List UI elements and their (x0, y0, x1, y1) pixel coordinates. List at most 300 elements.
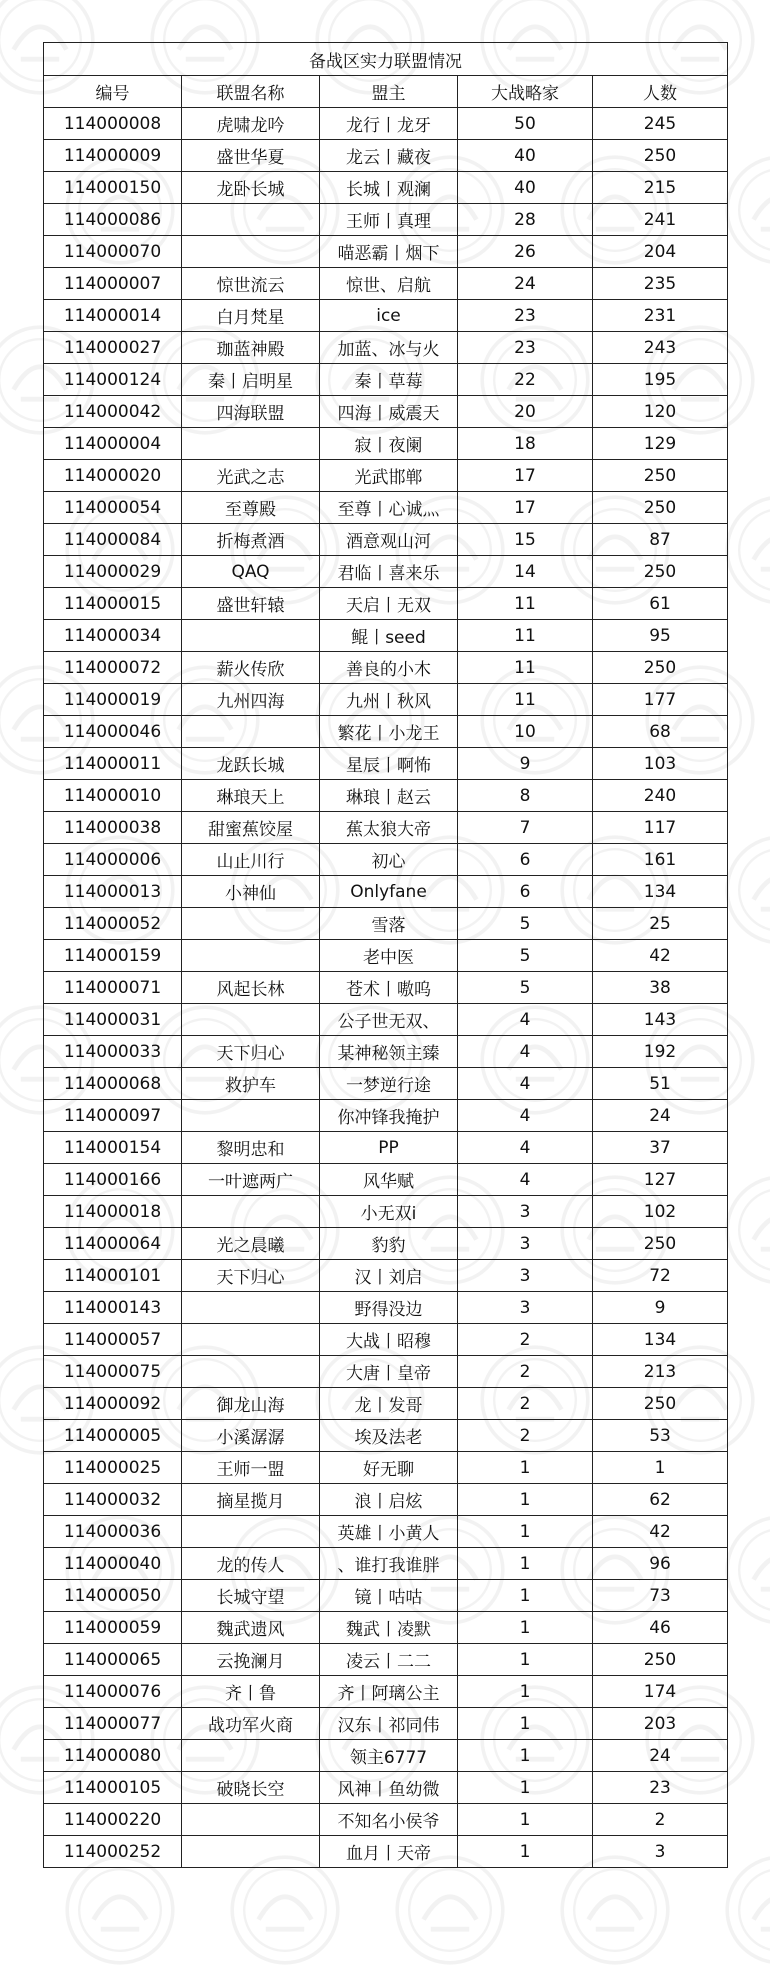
cell-leader: 齐丨阿璃公主 (320, 1676, 458, 1708)
cell-leader: 秦丨草莓 (320, 364, 458, 396)
table-row (44, 236, 728, 268)
cell-id: 114000029 (44, 556, 182, 588)
cell-id: 114000034 (44, 620, 182, 652)
cell-member-count: 235 (593, 268, 728, 300)
cell-leader: 、谁打我谁胖 (320, 1548, 458, 1580)
cell-leader: 浪丨启炫 (320, 1484, 458, 1516)
table-row (44, 780, 728, 812)
table-row (44, 332, 728, 364)
cell-strategists: 22 (458, 364, 593, 396)
table-row (44, 1516, 728, 1548)
cell-id: 114000052 (44, 908, 182, 940)
cell-strategists: 5 (458, 972, 593, 1004)
cell-leader: 长城丨观澜 (320, 172, 458, 204)
cell-id: 114000033 (44, 1036, 182, 1068)
cell-member-count: 127 (593, 1164, 728, 1196)
table-row (44, 524, 728, 556)
cell-member-count: 73 (593, 1580, 728, 1612)
cell-leader: 英雄丨小黄人 (320, 1516, 458, 1548)
cell-id: 114000038 (44, 812, 182, 844)
cell-strategists: 1 (458, 1772, 593, 1804)
table-row (44, 1484, 728, 1516)
cell-strategists: 2 (458, 1324, 593, 1356)
cell-alliance-name: 风起长林 (182, 972, 320, 1004)
table-row (44, 1452, 728, 1484)
cell-strategists: 11 (458, 588, 593, 620)
cell-member-count: 231 (593, 300, 728, 332)
cell-member-count: 245 (593, 108, 728, 140)
cell-leader: 领主6777 (320, 1740, 458, 1772)
cell-id: 114000105 (44, 1772, 182, 1804)
table-row (44, 1644, 728, 1676)
cell-id: 114000150 (44, 172, 182, 204)
cell-id: 114000004 (44, 428, 182, 460)
cell-member-count: 9 (593, 1292, 728, 1324)
cell-leader: 喵恶霸丨烟下 (320, 236, 458, 268)
cell-leader: 加蓝、冰与火 (320, 332, 458, 364)
cell-strategists: 18 (458, 428, 593, 460)
cell-id: 114000124 (44, 364, 182, 396)
cell-id: 114000068 (44, 1068, 182, 1100)
table-row (44, 1612, 728, 1644)
cell-strategists: 14 (458, 556, 593, 588)
cell-id: 114000076 (44, 1676, 182, 1708)
table-row (44, 876, 728, 908)
cell-strategists: 5 (458, 908, 593, 940)
cell-member-count: 250 (593, 492, 728, 524)
cell-leader: 镜丨咕咕 (320, 1580, 458, 1612)
header-row (44, 76, 728, 108)
cell-id: 114000050 (44, 1580, 182, 1612)
cell-leader: 不知名小侯爷 (320, 1804, 458, 1836)
table-row (44, 716, 728, 748)
cell-alliance-name: 长城守望 (182, 1580, 320, 1612)
cell-id: 114000220 (44, 1804, 182, 1836)
cell-alliance-name (182, 1292, 320, 1324)
cell-id: 114000011 (44, 748, 182, 780)
cell-member-count: 72 (593, 1260, 728, 1292)
cell-alliance-name: 珈蓝神殿 (182, 332, 320, 364)
cell-id: 114000013 (44, 876, 182, 908)
cell-id: 114000020 (44, 460, 182, 492)
cell-strategists: 40 (458, 140, 593, 172)
cell-leader: 至尊丨心诚灬 (320, 492, 458, 524)
table-title: 备战区实力联盟情况 (44, 43, 728, 76)
table-row (44, 620, 728, 652)
cell-alliance-name: 救护车 (182, 1068, 320, 1100)
cell-leader: 魏武丨凌默 (320, 1612, 458, 1644)
table-row (44, 1228, 728, 1260)
cell-strategists: 1 (458, 1804, 593, 1836)
cell-leader: 君临丨喜来乐 (320, 556, 458, 588)
cell-alliance-name: 小神仙 (182, 876, 320, 908)
cell-leader: 繁花丨小龙王 (320, 716, 458, 748)
cell-strategists: 2 (458, 1388, 593, 1420)
cell-leader: 龙云丨藏夜 (320, 140, 458, 172)
cell-strategists: 11 (458, 620, 593, 652)
cell-id: 114000009 (44, 140, 182, 172)
cell-strategists: 2 (458, 1356, 593, 1388)
cell-leader: 公子世无双、 (320, 1004, 458, 1036)
cell-id: 114000166 (44, 1164, 182, 1196)
cell-id: 114000007 (44, 268, 182, 300)
cell-leader: 星辰丨啊怖 (320, 748, 458, 780)
cell-alliance-name: 摘星揽月 (182, 1484, 320, 1516)
cell-id: 114000042 (44, 396, 182, 428)
cell-id: 114000008 (44, 108, 182, 140)
cell-strategists: 8 (458, 780, 593, 812)
cell-member-count: 25 (593, 908, 728, 940)
cell-leader: 一梦逆行途 (320, 1068, 458, 1100)
table-row (44, 812, 728, 844)
cell-alliance-name: 战功军火商 (182, 1708, 320, 1740)
cell-leader: 九州丨秋风 (320, 684, 458, 716)
cell-leader: ice (320, 300, 458, 332)
cell-leader: 天启丨无双 (320, 588, 458, 620)
cell-strategists: 50 (458, 108, 593, 140)
table-row (44, 1740, 728, 1772)
cell-strategists: 11 (458, 684, 593, 716)
cell-alliance-name (182, 1516, 320, 1548)
cell-leader: 野得没边 (320, 1292, 458, 1324)
cell-id: 114000018 (44, 1196, 182, 1228)
cell-strategists: 4 (458, 1068, 593, 1100)
cell-member-count: 62 (593, 1484, 728, 1516)
cell-strategists: 6 (458, 844, 593, 876)
cell-alliance-name: 盛世华夏 (182, 140, 320, 172)
cell-member-count: 102 (593, 1196, 728, 1228)
cell-leader: 善良的小木 (320, 652, 458, 684)
cell-alliance-name: 御龙山海 (182, 1388, 320, 1420)
table-row (44, 396, 728, 428)
cell-member-count: 250 (593, 140, 728, 172)
cell-member-count: 42 (593, 940, 728, 972)
cell-leader: 血月丨天帝 (320, 1836, 458, 1868)
watermark-stamp-icon (555, 1850, 675, 1970)
cell-id: 114000046 (44, 716, 182, 748)
cell-leader: 寂丨夜阑 (320, 428, 458, 460)
cell-leader: 好无聊 (320, 1452, 458, 1484)
cell-member-count: 134 (593, 876, 728, 908)
cell-member-count: 250 (593, 460, 728, 492)
header-alliance-name: 联盟名称 (182, 76, 320, 108)
cell-id: 114000064 (44, 1228, 182, 1260)
cell-id: 114000032 (44, 1484, 182, 1516)
cell-member-count: 192 (593, 1036, 728, 1068)
cell-alliance-name: 至尊殿 (182, 492, 320, 524)
cell-member-count: 204 (593, 236, 728, 268)
cell-id: 114000159 (44, 940, 182, 972)
table-row (44, 1260, 728, 1292)
cell-leader: 四海丨威震天 (320, 396, 458, 428)
table-row (44, 1036, 728, 1068)
cell-alliance-name: 一叶遮两广 (182, 1164, 320, 1196)
watermark-stamp-icon (225, 1850, 345, 1970)
cell-strategists: 3 (458, 1196, 593, 1228)
cell-member-count: 161 (593, 844, 728, 876)
table-row (44, 172, 728, 204)
cell-alliance-name: 九州四海 (182, 684, 320, 716)
cell-member-count: 213 (593, 1356, 728, 1388)
cell-alliance-name: 龙的传人 (182, 1548, 320, 1580)
cell-strategists: 1 (458, 1452, 593, 1484)
cell-member-count: 243 (593, 332, 728, 364)
table-row (44, 364, 728, 396)
header-leader: 盟主 (320, 76, 458, 108)
cell-strategists: 5 (458, 940, 593, 972)
cell-leader: 大战丨昭穆 (320, 1324, 458, 1356)
table-row (44, 1324, 728, 1356)
table-row (44, 684, 728, 716)
cell-strategists: 9 (458, 748, 593, 780)
cell-alliance-name: 盛世轩辕 (182, 588, 320, 620)
cell-strategists: 4 (458, 1036, 593, 1068)
cell-member-count: 95 (593, 620, 728, 652)
cell-strategists: 2 (458, 1420, 593, 1452)
cell-member-count: 53 (593, 1420, 728, 1452)
cell-member-count: 241 (593, 204, 728, 236)
cell-alliance-name: 破晓长空 (182, 1772, 320, 1804)
cell-strategists: 1 (458, 1548, 593, 1580)
cell-leader: 光武邯郸 (320, 460, 458, 492)
cell-member-count: 250 (593, 1388, 728, 1420)
table-row (44, 1804, 728, 1836)
cell-member-count: 240 (593, 780, 728, 812)
cell-id: 114000084 (44, 524, 182, 556)
cell-strategists: 3 (458, 1228, 593, 1260)
table-row (44, 940, 728, 972)
table-row (44, 1836, 728, 1868)
cell-id: 114000143 (44, 1292, 182, 1324)
cell-alliance-name (182, 1196, 320, 1228)
table-row (44, 1356, 728, 1388)
cell-id: 114000031 (44, 1004, 182, 1036)
cell-id: 114000065 (44, 1644, 182, 1676)
table-row (44, 1196, 728, 1228)
cell-strategists: 1 (458, 1484, 593, 1516)
table-row (44, 140, 728, 172)
cell-member-count: 87 (593, 524, 728, 556)
cell-alliance-name: 折梅煮酒 (182, 524, 320, 556)
cell-leader: 蕉太狼大帝 (320, 812, 458, 844)
cell-id: 114000054 (44, 492, 182, 524)
cell-member-count: 129 (593, 428, 728, 460)
cell-id: 114000077 (44, 1708, 182, 1740)
cell-alliance-name: 魏武遗风 (182, 1612, 320, 1644)
cell-id: 114000097 (44, 1100, 182, 1132)
cell-leader: Onlyfane (320, 876, 458, 908)
cell-alliance-name: 天下归心 (182, 1260, 320, 1292)
header-member-count: 人数 (593, 76, 728, 108)
cell-alliance-name (182, 1836, 320, 1868)
table-row (44, 908, 728, 940)
cell-leader: 酒意观山河 (320, 524, 458, 556)
cell-alliance-name: 王师一盟 (182, 1452, 320, 1484)
cell-leader: 王师丨真理 (320, 204, 458, 236)
cell-strategists: 4 (458, 1132, 593, 1164)
cell-strategists: 6 (458, 876, 593, 908)
cell-member-count: 134 (593, 1324, 728, 1356)
cell-alliance-name: 薪火传欣 (182, 652, 320, 684)
cell-alliance-name (182, 1804, 320, 1836)
cell-id: 114000040 (44, 1548, 182, 1580)
cell-alliance-name (182, 1740, 320, 1772)
cell-alliance-name (182, 1004, 320, 1036)
table-row (44, 972, 728, 1004)
cell-strategists: 4 (458, 1100, 593, 1132)
cell-member-count: 195 (593, 364, 728, 396)
cell-strategists: 10 (458, 716, 593, 748)
cell-strategists: 1 (458, 1644, 593, 1676)
cell-member-count: 23 (593, 1772, 728, 1804)
cell-member-count: 215 (593, 172, 728, 204)
cell-strategists: 1 (458, 1516, 593, 1548)
cell-id: 114000086 (44, 204, 182, 236)
cell-member-count: 117 (593, 812, 728, 844)
cell-member-count: 42 (593, 1516, 728, 1548)
cell-strategists: 1 (458, 1836, 593, 1868)
cell-leader: 豹豹 (320, 1228, 458, 1260)
cell-member-count: 250 (593, 652, 728, 684)
cell-member-count: 46 (593, 1612, 728, 1644)
cell-id: 114000014 (44, 300, 182, 332)
cell-member-count: 38 (593, 972, 728, 1004)
cell-alliance-name (182, 1100, 320, 1132)
cell-alliance-name: 云挽澜月 (182, 1644, 320, 1676)
cell-member-count: 37 (593, 1132, 728, 1164)
cell-alliance-name (182, 428, 320, 460)
cell-leader: 大唐丨皇帝 (320, 1356, 458, 1388)
cell-strategists: 3 (458, 1260, 593, 1292)
cell-member-count: 120 (593, 396, 728, 428)
table-row (44, 652, 728, 684)
cell-id: 114000025 (44, 1452, 182, 1484)
cell-alliance-name (182, 1356, 320, 1388)
cell-id: 114000036 (44, 1516, 182, 1548)
cell-alliance-name (182, 204, 320, 236)
table-row (44, 492, 728, 524)
cell-alliance-name: 山止川行 (182, 844, 320, 876)
cell-member-count: 174 (593, 1676, 728, 1708)
table-row (44, 748, 728, 780)
table-row (44, 1100, 728, 1132)
cell-member-count: 143 (593, 1004, 728, 1036)
cell-alliance-name: 天下归心 (182, 1036, 320, 1068)
cell-leader: 初心 (320, 844, 458, 876)
cell-member-count: 24 (593, 1740, 728, 1772)
cell-strategists: 26 (458, 236, 593, 268)
cell-alliance-name: 光武之志 (182, 460, 320, 492)
cell-alliance-name: 惊世流云 (182, 268, 320, 300)
watermark-stamp-icon (720, 1850, 770, 1970)
cell-strategists: 1 (458, 1580, 593, 1612)
cell-member-count: 103 (593, 748, 728, 780)
table-row (44, 1676, 728, 1708)
cell-alliance-name (182, 716, 320, 748)
watermark-stamp-icon (390, 1850, 510, 1970)
table-row (44, 556, 728, 588)
cell-id: 114000015 (44, 588, 182, 620)
cell-id: 114000080 (44, 1740, 182, 1772)
cell-strategists: 40 (458, 172, 593, 204)
cell-member-count: 96 (593, 1548, 728, 1580)
cell-leader: 龙行丨龙牙 (320, 108, 458, 140)
cell-alliance-name: 光之晨曦 (182, 1228, 320, 1260)
cell-alliance-name (182, 620, 320, 652)
cell-id: 114000059 (44, 1612, 182, 1644)
cell-strategists: 1 (458, 1708, 593, 1740)
cell-strategists: 20 (458, 396, 593, 428)
cell-leader: 汉东丨祁同伟 (320, 1708, 458, 1740)
cell-strategists: 4 (458, 1164, 593, 1196)
cell-leader: PP (320, 1132, 458, 1164)
cell-strategists: 1 (458, 1612, 593, 1644)
cell-id: 114000010 (44, 780, 182, 812)
table-row (44, 1292, 728, 1324)
table-body (44, 108, 728, 1868)
table-row (44, 268, 728, 300)
cell-leader: 凌云丨二二 (320, 1644, 458, 1676)
cell-alliance-name: 虎啸龙吟 (182, 108, 320, 140)
cell-id: 114000057 (44, 1324, 182, 1356)
table-row (44, 844, 728, 876)
cell-member-count: 250 (593, 1228, 728, 1260)
cell-id: 114000071 (44, 972, 182, 1004)
cell-leader: 某神秘领主臻 (320, 1036, 458, 1068)
cell-alliance-name: QAQ (182, 556, 320, 588)
cell-member-count: 3 (593, 1836, 728, 1868)
cell-alliance-name: 齐丨鲁 (182, 1676, 320, 1708)
table-row (44, 460, 728, 492)
table-row (44, 588, 728, 620)
cell-strategists: 3 (458, 1292, 593, 1324)
cell-id: 114000154 (44, 1132, 182, 1164)
cell-leader: 风神丨鱼幼微 (320, 1772, 458, 1804)
cell-alliance-name: 白月梵星 (182, 300, 320, 332)
cell-strategists: 17 (458, 460, 593, 492)
cell-leader: 风华赋 (320, 1164, 458, 1196)
cell-member-count: 68 (593, 716, 728, 748)
header-id: 编号 (44, 76, 182, 108)
cell-strategists: 17 (458, 492, 593, 524)
cell-leader: 埃及法老 (320, 1420, 458, 1452)
cell-strategists: 4 (458, 1004, 593, 1036)
cell-id: 114000006 (44, 844, 182, 876)
cell-alliance-name: 龙卧长城 (182, 172, 320, 204)
cell-alliance-name (182, 908, 320, 940)
table-row (44, 300, 728, 332)
table-row (44, 1132, 728, 1164)
table-row (44, 1580, 728, 1612)
cell-strategists: 1 (458, 1676, 593, 1708)
cell-id: 114000027 (44, 332, 182, 364)
cell-id: 114000092 (44, 1388, 182, 1420)
table-row (44, 1004, 728, 1036)
cell-strategists: 1 (458, 1740, 593, 1772)
cell-member-count: 2 (593, 1804, 728, 1836)
cell-leader: 汉丨刘启 (320, 1260, 458, 1292)
cell-strategists: 23 (458, 332, 593, 364)
cell-id: 114000101 (44, 1260, 182, 1292)
cell-member-count: 1 (593, 1452, 728, 1484)
table-row (44, 204, 728, 236)
cell-member-count: 177 (593, 684, 728, 716)
cell-strategists: 7 (458, 812, 593, 844)
table-row (44, 1708, 728, 1740)
title-row (44, 43, 728, 76)
cell-id: 114000075 (44, 1356, 182, 1388)
cell-strategists: 28 (458, 204, 593, 236)
